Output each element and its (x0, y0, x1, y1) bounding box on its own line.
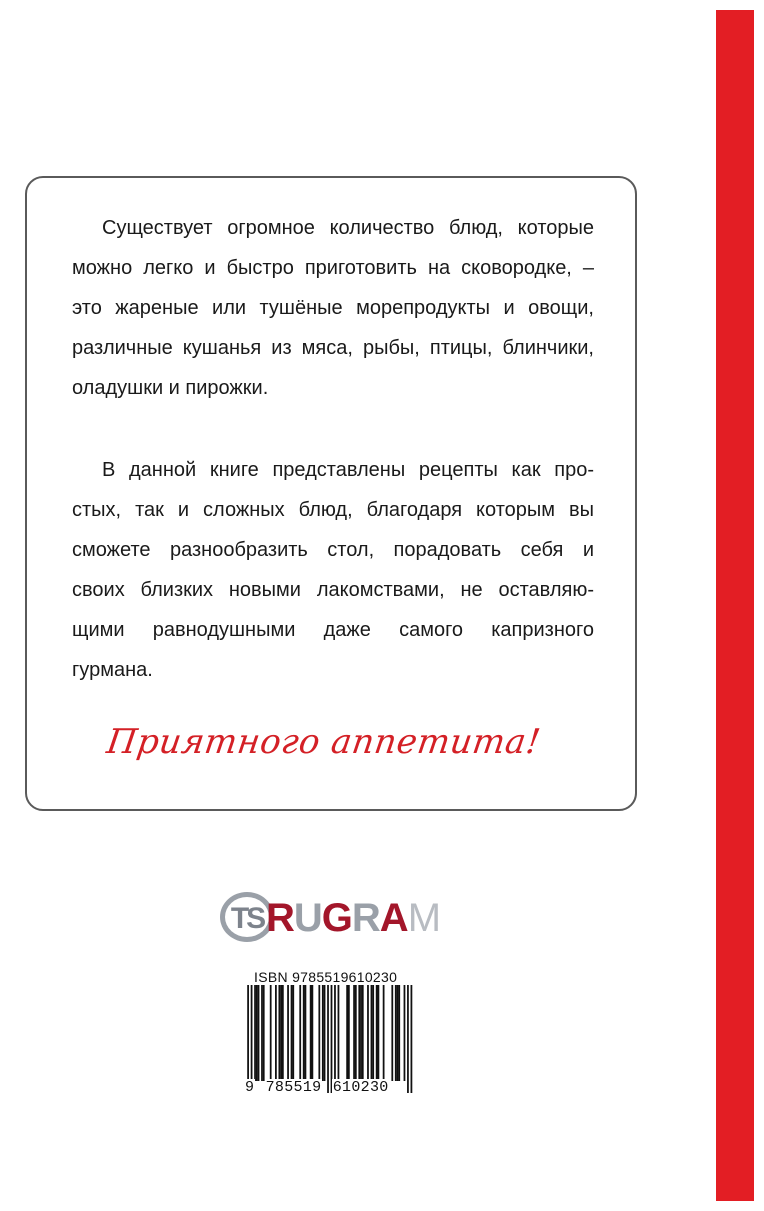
paragraph-2-line: В данной книге представлены рецепты как про- (102, 459, 594, 481)
barcode-bar (258, 985, 260, 1081)
barcode-left-digits: 785519 (265, 1079, 322, 1096)
barcode-bar (371, 985, 373, 1081)
barcode-bar (360, 985, 362, 1081)
logo-letter: R (351, 896, 380, 940)
barcode-guard-bar (251, 985, 253, 1093)
paragraph-2-line: своих близких новыми лакомствами, не оставляю- (72, 579, 594, 601)
barcode-first-digit: 9 (245, 1079, 255, 1096)
description-paragraph-2 (72, 450, 594, 690)
red-side-stripe (716, 10, 754, 1201)
barcode-bar (261, 985, 263, 1081)
paragraph-2-line: щими равнодушными даже самого капризного (72, 619, 594, 641)
barcode-bar (275, 985, 277, 1081)
barcode-bar (303, 985, 305, 1081)
description-paragraph-1 (72, 208, 594, 408)
logo-letter: A (379, 896, 408, 940)
isbn-label: ISBN 9785519610230 (254, 969, 398, 985)
logo-letter: R (266, 896, 294, 940)
paragraph-2-line: стых, так и сложных блюд, благодаря которым вы (72, 499, 594, 521)
barcode-bar (338, 985, 340, 1081)
barcode-bar (397, 985, 399, 1081)
paragraph-2-line: сможете разнообразить стол, порадовать себя и (72, 539, 594, 561)
logo-letter: U (293, 896, 322, 940)
barcode-bar (278, 985, 280, 1081)
barcode-bar (378, 985, 380, 1081)
barcode-bar (334, 985, 336, 1081)
logo-wordmark (266, 894, 440, 942)
paragraph-1-line: оладушки и пирожки. (72, 377, 269, 399)
barcode-bar (404, 985, 406, 1081)
paragraph-1-line: различные кушанья из мяса, рыбы, птицы, блинчики, (72, 337, 594, 359)
barcode-bar (391, 985, 393, 1081)
barcode-bar (358, 985, 360, 1081)
signature-text: Приятного аппетита! (104, 722, 544, 762)
logo-letter: G (321, 896, 352, 940)
barcode-bar (355, 985, 357, 1081)
barcode-bar (324, 985, 326, 1081)
barcode-guard-bar (407, 985, 409, 1093)
paragraph-2-line: гурмана. (72, 659, 153, 681)
barcode-bar (383, 985, 385, 1081)
logo-badge-text: TS (230, 902, 264, 935)
barcode-bar (263, 985, 265, 1081)
barcode-bar (346, 985, 348, 1081)
signature-handwritten (104, 722, 587, 782)
barcode-guard-bar (331, 985, 333, 1093)
barcode-guard-bar (411, 985, 413, 1093)
barcode-bar (318, 985, 320, 1081)
barcode-bar (376, 985, 378, 1081)
barcode-bar (322, 985, 324, 1081)
barcode-bar (280, 985, 282, 1081)
barcode-bar (311, 985, 313, 1081)
barcode-bar (362, 985, 364, 1081)
barcode-bar (287, 985, 289, 1081)
publisher-logo (218, 888, 441, 948)
isbn-barcode (242, 985, 414, 1093)
barcode-bar (372, 985, 374, 1081)
barcode-bar (282, 985, 284, 1081)
barcode-bar (299, 985, 301, 1081)
logo-letter: M (407, 896, 441, 940)
barcode-bar (310, 985, 312, 1081)
paragraph-1-line: Существует огромное количество блюд, которые (102, 217, 594, 239)
barcode-bar (305, 985, 307, 1081)
barcode-bar (353, 985, 355, 1081)
barcode-bar (395, 985, 397, 1081)
barcode-guard-bar (327, 985, 329, 1093)
barcode-bar (291, 985, 293, 1081)
barcode-bar (270, 985, 272, 1081)
barcode-digits (244, 1079, 412, 1096)
barcode-bar (254, 985, 256, 1081)
paragraph-1-line: это жареные или тушёные морепродукты и овощи, (72, 297, 594, 319)
barcode-bar (398, 985, 400, 1081)
barcode-guard-bar (247, 985, 249, 1093)
barcode-bar (292, 985, 294, 1081)
barcode-bar (348, 985, 350, 1081)
barcode-bar (256, 985, 258, 1081)
barcode-bar (367, 985, 369, 1081)
barcode-right-digits: 610230 (332, 1079, 389, 1096)
paragraph-1-line: можно легко и быстро приготовить на сковородке, – (72, 257, 594, 279)
